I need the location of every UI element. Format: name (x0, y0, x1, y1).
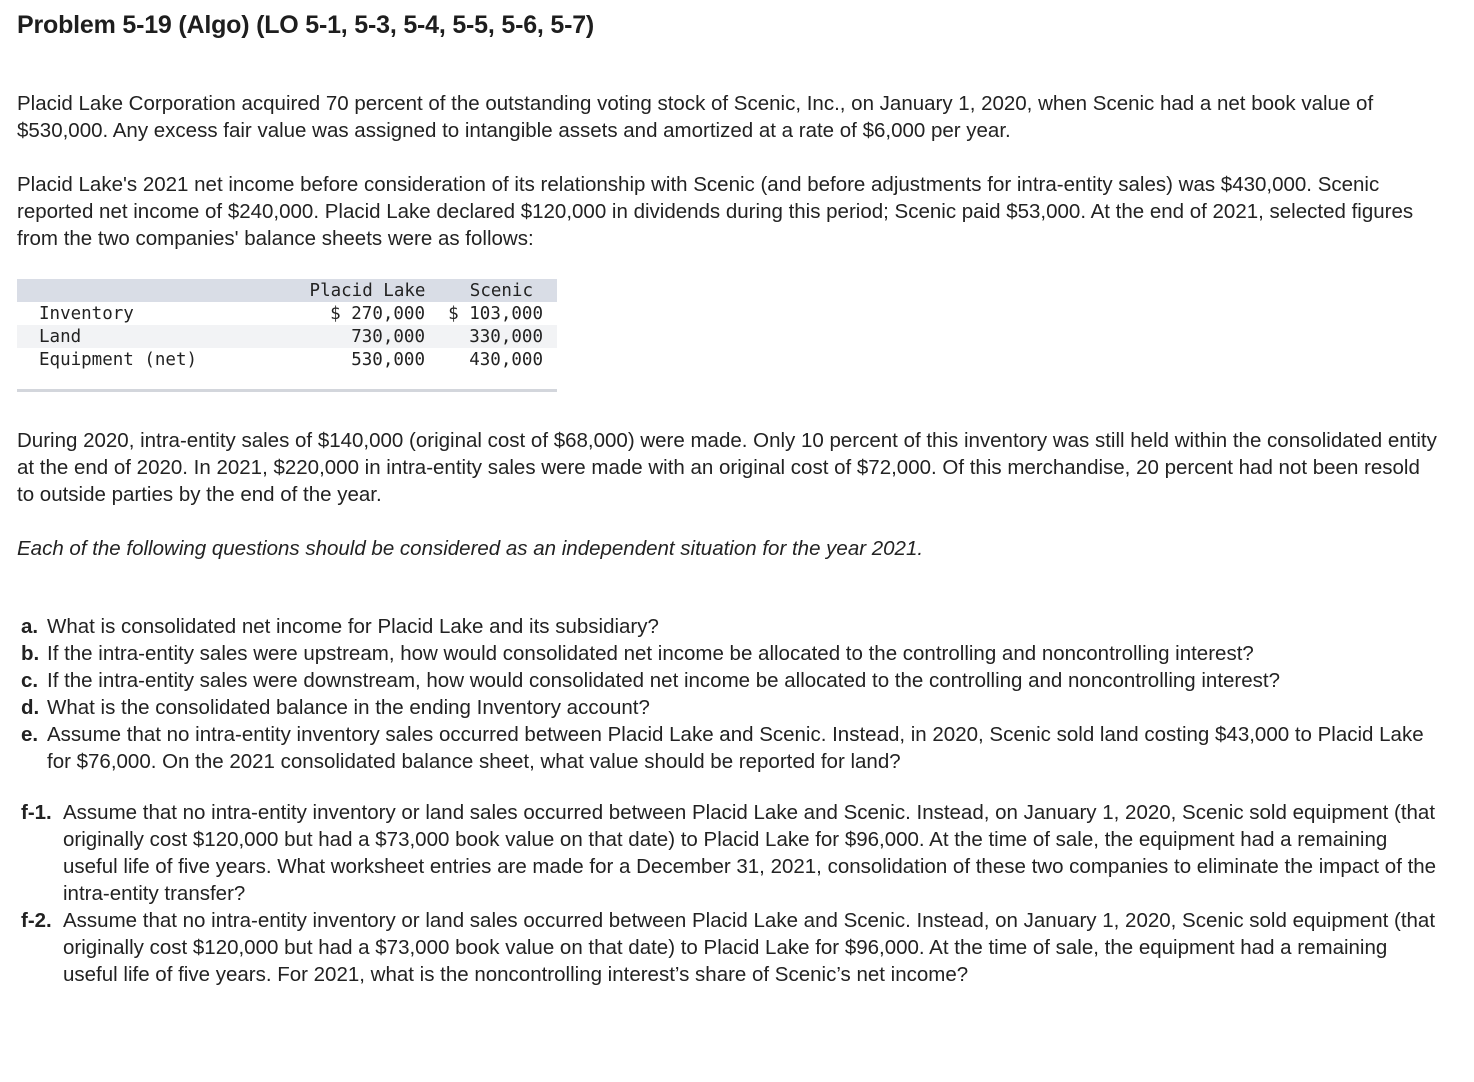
question-text: If the intra-entity sales were upstream, how would consolidated net income be allocated to the controlling and noncontrolling interest? (47, 642, 1254, 665)
table-row (17, 302, 557, 325)
question-label: b. (21, 642, 40, 665)
scenic-value: $ 103,000 (448, 303, 543, 324)
question-b (21, 640, 1441, 667)
question-text: What is consolidated net income for Placid Lake and its subsidiary? (47, 615, 659, 638)
placid-value: 730,000 (351, 326, 425, 347)
income-paragraph: Placid Lake's 2021 net income before consideration of its relationship with Scenic (and before adjustments for intra-entity sales) was $430,000. Scenic reported net income of $240,000. Placid Lake declared $120,000 in dividends during this period; Scenic paid $53,000. At the end of 2021, selected figures from the two companies' balance sheets were as follows: (17, 173, 1414, 250)
question-label: c. (21, 669, 39, 692)
question-label: f-2. (21, 909, 52, 932)
placid-value: $ 270,000 (330, 303, 425, 324)
question-label: f-1. (21, 801, 52, 824)
question-text: What is the consolidated balance in the ending Inventory account? (47, 696, 650, 719)
question-text: Assume that no intra-entity inventory or land sales occurred between Placid Lake and Scenic. Instead, on January 1, 2020, Scenic sold equipment (that originally cost $120,000 but had a $73,000 book value on that date) to Placid Lake for $96,000. At the time of sale, the equipment had a remaining useful life of five years. What worksheet entries are made for a December 31, 2021, consolidation of these two companies to eliminate the impact of the intra-entity transfer? (63, 801, 1437, 905)
table-header-placid: Placid Lake (309, 280, 426, 301)
intro-paragraph: Placid Lake Corporation acquired 70 percent of the outstanding voting stock of Scenic, Inc., on January 1, 2020, when Scenic had a net book value of $530,000. Any excess fair value was assigned to intangible assets and amortized at a rate of $6,000 per year. (17, 92, 1374, 142)
problem-title: Problem 5-19 (Algo) (LO 5-1, 5-3, 5-4, 5-5, 5-6, 5-7) (17, 11, 595, 39)
row-label: Land (39, 326, 82, 347)
row-label: Equipment (net) (39, 349, 198, 370)
table-header-scenic: Scenic (469, 280, 533, 301)
scenic-value: 430,000 (469, 349, 543, 370)
table-row (17, 348, 557, 371)
questions-list (21, 613, 1441, 988)
question-e (21, 721, 1441, 775)
question-text: Assume that no intra-entity inventory sales occurred between Placid Lake and Scenic. Instead, in 2020, Scenic sold land costing $43,000 to Placid Lake for $76,000. On the 2021 consolidated balance sheet, what value should be reported for land? (47, 723, 1424, 773)
question-label: e. (21, 723, 39, 746)
scenic-value: 330,000 (469, 326, 543, 347)
question-label: d. (21, 696, 40, 719)
question-f1 (21, 799, 1441, 907)
balance-sheet-table (17, 279, 557, 392)
question-c (21, 667, 1441, 694)
question-text: If the intra-entity sales were downstream, how would consolidated net income be allocated to the controlling and noncontrolling interest? (47, 669, 1280, 692)
instructions-paragraph: Each of the following questions should be considered as an independent situation for the year 2021. (17, 537, 924, 560)
question-d (21, 694, 1441, 721)
question-f2 (21, 907, 1441, 988)
question-label: a. (21, 615, 39, 638)
question-a (21, 613, 1441, 640)
table-header-row (17, 279, 557, 302)
intra-entity-paragraph: During 2020, intra-entity sales of $140,000 (original cost of $68,000) were made. Only 10 percent of this inventory was still held within the consolidated entity at the end of 2020. In 2021, $220,000 in intra-entity sales were made with an original cost of $72,000. Of this merchandise, 20 percent had not been resold to outside parties by the end of the year. (17, 429, 1437, 506)
question-text: Assume that no intra-entity inventory or land sales occurred between Placid Lake and Scenic. Instead, on January 1, 2020, Scenic sold equipment (that originally cost $120,000 but had a $73,000 book value on that date) to Placid Lake for $96,000. At the time of sale, the equipment had a remaining useful life of five years. For 2021, what is the noncontrolling interest’s share of Scenic’s net income? (63, 909, 1436, 986)
table-row (17, 325, 557, 348)
placid-value: 530,000 (351, 349, 425, 370)
row-label: Inventory (39, 303, 134, 324)
